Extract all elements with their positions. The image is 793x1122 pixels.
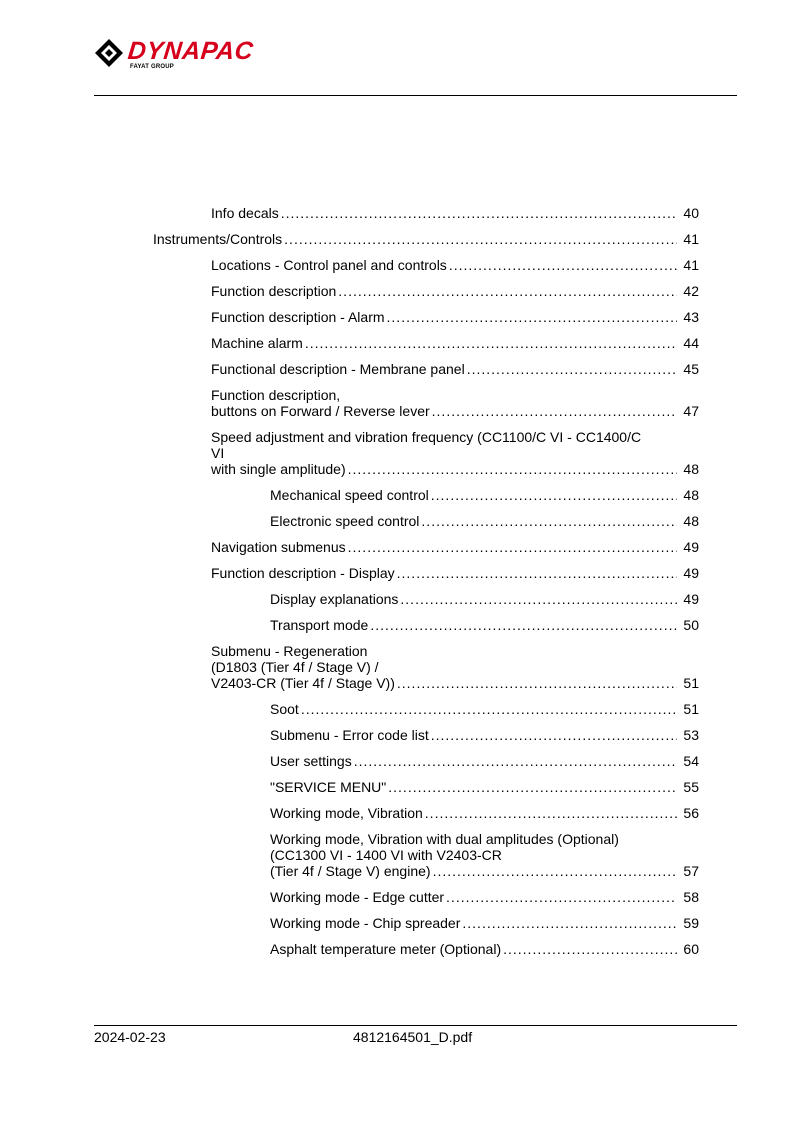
toc-entry[interactable] bbox=[211, 643, 699, 691]
toc-page-number: 45 bbox=[683, 361, 699, 377]
toc-entry-title-line: (D1803 (Tier 4f / Stage V) / bbox=[211, 659, 379, 675]
toc-entry-title-line: Submenu - Regeneration bbox=[211, 643, 368, 659]
toc-entry-title-line: Function description, bbox=[211, 387, 341, 403]
dot-leader bbox=[433, 863, 677, 879]
toc-entry-title: Info decals bbox=[211, 205, 279, 221]
toc-page-number: 59 bbox=[683, 915, 699, 931]
toc-entry-title: Navigation submenus bbox=[211, 539, 346, 555]
toc-entry[interactable] bbox=[270, 617, 699, 633]
toc-page-number: 47 bbox=[683, 403, 699, 419]
toc-page-number: 48 bbox=[683, 513, 699, 529]
toc-page-number: 41 bbox=[683, 257, 699, 273]
footer-filename: 4812164501_D.pdf bbox=[353, 1029, 473, 1045]
toc-page-number: 60 bbox=[683, 941, 699, 957]
toc-page-number: 49 bbox=[683, 565, 699, 581]
toc-entry[interactable] bbox=[270, 701, 699, 717]
toc-entry[interactable] bbox=[270, 915, 699, 931]
dot-leader bbox=[338, 283, 677, 299]
toc-entry[interactable] bbox=[270, 487, 699, 503]
toc-entry-title: with single amplitude) bbox=[211, 461, 346, 477]
toc-entry[interactable] bbox=[211, 283, 699, 299]
toc-entry[interactable] bbox=[270, 727, 699, 743]
dot-leader bbox=[348, 461, 677, 477]
toc-entry-title: Submenu - Error code list bbox=[270, 727, 429, 743]
dot-leader bbox=[370, 617, 677, 633]
dot-leader bbox=[388, 779, 677, 795]
toc-entry-title: Soot bbox=[270, 701, 299, 717]
dot-leader bbox=[503, 941, 677, 957]
dot-leader bbox=[425, 805, 677, 821]
toc-entry-title: Mechanical speed control bbox=[270, 487, 429, 503]
dynapac-diamond-icon bbox=[94, 38, 124, 68]
toc-entry[interactable] bbox=[211, 387, 699, 419]
toc-entry-title: Function description - Alarm bbox=[211, 309, 385, 325]
toc-entry-title: (Tier 4f / Stage V) engine) bbox=[270, 863, 431, 879]
toc-entry[interactable] bbox=[270, 831, 699, 879]
footer-date: 2024-02-23 bbox=[94, 1029, 166, 1045]
toc-page-number: 54 bbox=[683, 753, 699, 769]
dot-leader bbox=[432, 403, 677, 419]
toc-page-number: 56 bbox=[683, 805, 699, 821]
dot-leader bbox=[387, 309, 677, 325]
header-divider bbox=[94, 95, 737, 96]
toc-entry[interactable] bbox=[270, 779, 699, 795]
toc-page-number: 41 bbox=[683, 231, 699, 247]
toc-entry[interactable] bbox=[211, 309, 699, 325]
toc-entry-title-line: Speed adjustment and vibration frequency (CC1100/C VI - CC1400/C bbox=[211, 429, 642, 445]
toc-entry-title: "SERVICE MENU" bbox=[270, 779, 387, 795]
toc-entry-title-line: (CC1300 VI - 1400 VI with V2403-CR bbox=[270, 847, 502, 863]
toc-entry-title: buttons on Forward / Reverse lever bbox=[211, 403, 430, 419]
toc-entry[interactable] bbox=[211, 257, 699, 273]
toc-entry-title: Asphalt temperature meter (Optional) bbox=[270, 941, 502, 957]
toc-entry[interactable] bbox=[270, 805, 699, 821]
toc-entry[interactable] bbox=[211, 565, 699, 581]
brand-name: DYNAPAC bbox=[126, 37, 255, 65]
dot-leader bbox=[305, 335, 677, 351]
toc-entry-title: Functional description - Membrane panel bbox=[211, 361, 465, 377]
dot-leader bbox=[446, 889, 677, 905]
dot-leader bbox=[421, 513, 677, 529]
toc-entry-title: Function description - Display bbox=[211, 565, 395, 581]
toc-entry-title: V2403-CR (Tier 4f / Stage V)) bbox=[211, 675, 395, 691]
toc-entry[interactable] bbox=[211, 361, 699, 377]
toc-entry-title: Working mode - Edge cutter bbox=[270, 889, 445, 905]
toc-page-number: 58 bbox=[683, 889, 699, 905]
dot-leader bbox=[431, 487, 677, 503]
toc-page-number: 43 bbox=[683, 309, 699, 325]
toc-entry[interactable] bbox=[270, 591, 699, 607]
toc-page-number: 51 bbox=[683, 675, 699, 691]
dot-leader bbox=[348, 539, 677, 555]
toc-entry-title: Instruments/Controls bbox=[153, 231, 283, 247]
toc-entry-title: Transport mode bbox=[270, 617, 369, 633]
toc-entry[interactable] bbox=[270, 889, 699, 905]
brand-subtitle: FAYAT GROUP bbox=[130, 64, 174, 70]
dot-leader bbox=[462, 915, 677, 931]
toc-entry[interactable] bbox=[211, 205, 699, 221]
dot-leader bbox=[301, 701, 677, 717]
toc-page-number: 49 bbox=[683, 591, 699, 607]
dot-leader bbox=[431, 727, 677, 743]
dot-leader bbox=[397, 565, 677, 581]
toc-page-number: 57 bbox=[683, 863, 699, 879]
toc-page-number: 55 bbox=[683, 779, 699, 795]
dot-leader bbox=[397, 675, 677, 691]
toc-entry-title: Working mode - Chip spreader bbox=[270, 915, 461, 931]
toc-entry[interactable] bbox=[270, 941, 699, 957]
toc-entry-title: Function description bbox=[211, 283, 337, 299]
toc-entry-title: Display explanations bbox=[270, 591, 399, 607]
toc-page-number: 40 bbox=[683, 205, 699, 221]
toc-page-number: 50 bbox=[683, 617, 699, 633]
toc-entry-title: User settings bbox=[270, 753, 352, 769]
footer-divider bbox=[94, 1025, 737, 1026]
toc-entry[interactable] bbox=[211, 539, 699, 555]
toc-page-number: 51 bbox=[683, 701, 699, 717]
dot-leader bbox=[284, 231, 677, 247]
toc-entry[interactable] bbox=[211, 429, 699, 477]
toc-entry-title: Locations - Control panel and controls bbox=[211, 257, 447, 273]
toc-entry[interactable] bbox=[270, 513, 699, 529]
toc-page-number: 48 bbox=[683, 487, 699, 503]
toc-entry[interactable] bbox=[153, 231, 699, 247]
dot-leader bbox=[400, 591, 677, 607]
dynapac-logo bbox=[94, 38, 334, 74]
toc-page-number: 53 bbox=[683, 727, 699, 743]
toc-entry-title: Working mode, Vibration bbox=[270, 805, 423, 821]
toc-entry-title-line: VI bbox=[211, 445, 225, 461]
toc-entry-title-line: Working mode, Vibration with dual amplitudes (Optional) bbox=[270, 831, 619, 847]
toc-entry-title: Machine alarm bbox=[211, 335, 303, 351]
dot-leader bbox=[281, 205, 677, 221]
toc-page-number: 49 bbox=[683, 539, 699, 555]
dot-leader bbox=[467, 361, 677, 377]
toc-entry[interactable] bbox=[211, 335, 699, 351]
dot-leader bbox=[449, 257, 677, 273]
toc-page-number: 48 bbox=[683, 461, 699, 477]
toc-page-number: 44 bbox=[683, 335, 699, 351]
toc-entry[interactable] bbox=[270, 753, 699, 769]
toc-entry-title: Electronic speed control bbox=[270, 513, 420, 529]
toc-page-number: 42 bbox=[683, 283, 699, 299]
dot-leader bbox=[354, 753, 677, 769]
